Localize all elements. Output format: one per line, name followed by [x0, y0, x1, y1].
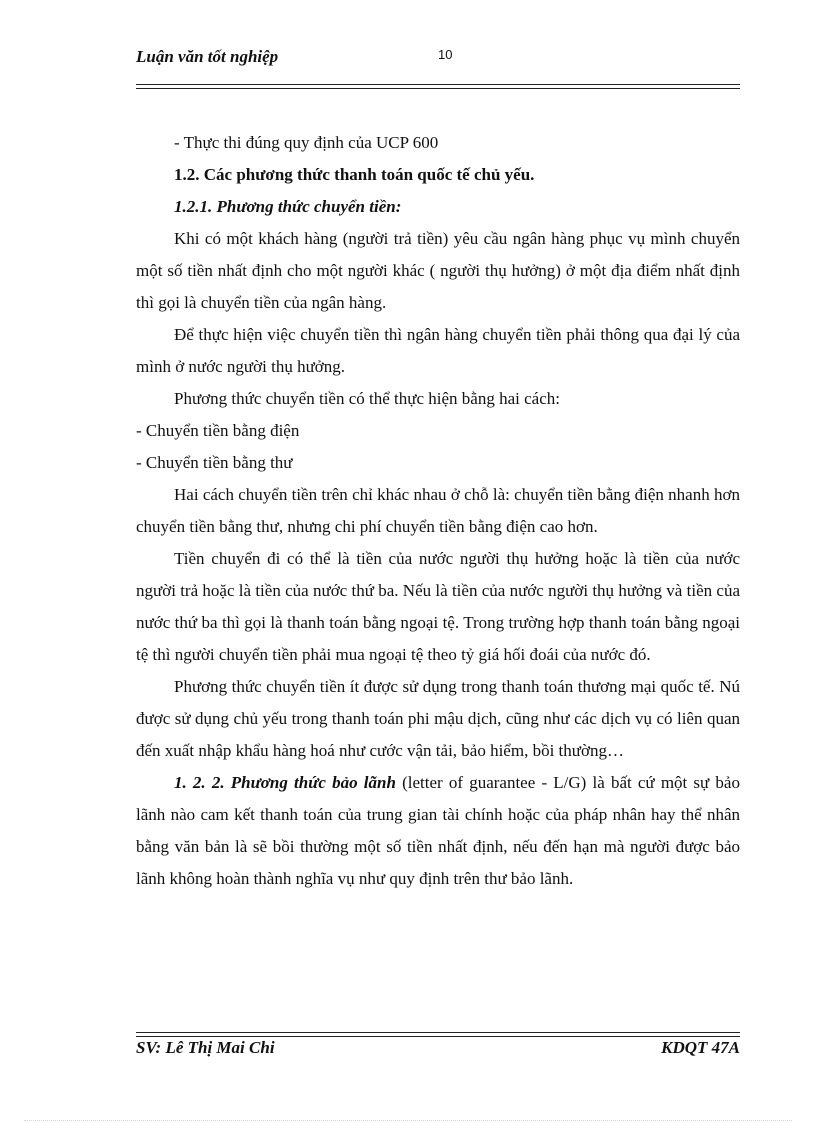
header-rule-thick — [136, 84, 740, 85]
paragraph-5: Tiền chuyển đi có thể là tiền của nước người thụ hưởng hoặc là tiền của nước người trả hoặc là tiền của nước thứ ba. Nếu là tiền của nước người thụ hưởng và tiền của nước thứ ba thì gọi là thanh toán bằng ngoại tệ. Trong trường hợp thanh toán bằng ngoại tệ thì người chuyển tiền phải mua ngoại tệ theo tỷ giá hối đoái của nước đó. — [136, 549, 740, 664]
paragraph-6: Phương thức chuyển tiền ít được sử dụng trong thanh toán thương mại quốc tế. Nú được sử dụng chủ yếu trong thanh toán phi mậu dịch, cũng như các dịch vụ có liên quan đến xuất nhập khẩu hàng hoá như cước vận tải, bảo hiểm, bồi thường… — [136, 677, 740, 760]
bullet-dien: - Chuyển tiền bằng điện — [136, 421, 300, 440]
paragraph-3: Phương thức chuyển tiền có thể thực hiện bằng hai cách: — [174, 389, 560, 408]
document-header-title: Luận văn tốt nghiệp — [136, 47, 279, 66]
paragraph-4: Hai cách chuyển tiền trên chỉ khác nhau ở chỗ là: chuyển tiền bằng điện nhanh hơn chuyển tiền bằng thư, nhưng chi phí chuyển tiền bằng điện cao hơn. — [136, 485, 740, 536]
footer-class-code: KDQT 47A — [661, 1038, 740, 1057]
guarantee-text: (letter of guarantee - L/G) là bất cứ một sự bảo lãnh nào cam kết thanh toán của trung gian tài chính hoặc của pháp nhân hay thể nhân bằng văn bản là sẽ bồi thường một số tiền nhất định, nếu đến hạn mà người được bảo lãnh không hoàn thành nghĩa vụ như quy định trên thư bảo lãnh. — [136, 773, 740, 888]
paragraph-7 — [136, 767, 740, 895]
paragraph-2: Để thực hiện việc chuyển tiền thì ngân hàng chuyển tiền phải thông qua đại lý của mình ở nước người thụ hưởng. — [136, 325, 740, 376]
footer-rule-thin — [136, 1032, 740, 1033]
section-heading: 1.2. Các phương thức thanh toán quốc tế chủ yếu. — [174, 165, 535, 184]
paragraph-1: Khi có một khách hàng (người trả tiền) yêu cầu ngân hàng phục vụ mình chuyển một số tiền nhất định cho một người khác ( người thụ hưởng) ở một địa điểm nhất định thì gọi là chuyển tiền của ngân hàng. — [136, 229, 740, 312]
guarantee-heading: 1. 2. 2. Phương thức bảo lãnh — [174, 773, 396, 792]
footer-rule-thick — [136, 1036, 740, 1037]
page-body — [136, 127, 740, 895]
bullet-ucp: - Thực thi đúng quy định của UCP 600 — [174, 133, 439, 152]
page-number: 10 — [438, 47, 453, 62]
footer-student-name: SV: Lê Thị Mai Chi — [136, 1038, 275, 1057]
page-edge-divider — [24, 1120, 792, 1121]
bullet-thu: - Chuyển tiền bằng thư — [136, 453, 293, 472]
subsection-heading: 1.2.1. Phương thức chuyển tiền: — [174, 197, 402, 216]
header-rule-thin — [136, 88, 740, 89]
